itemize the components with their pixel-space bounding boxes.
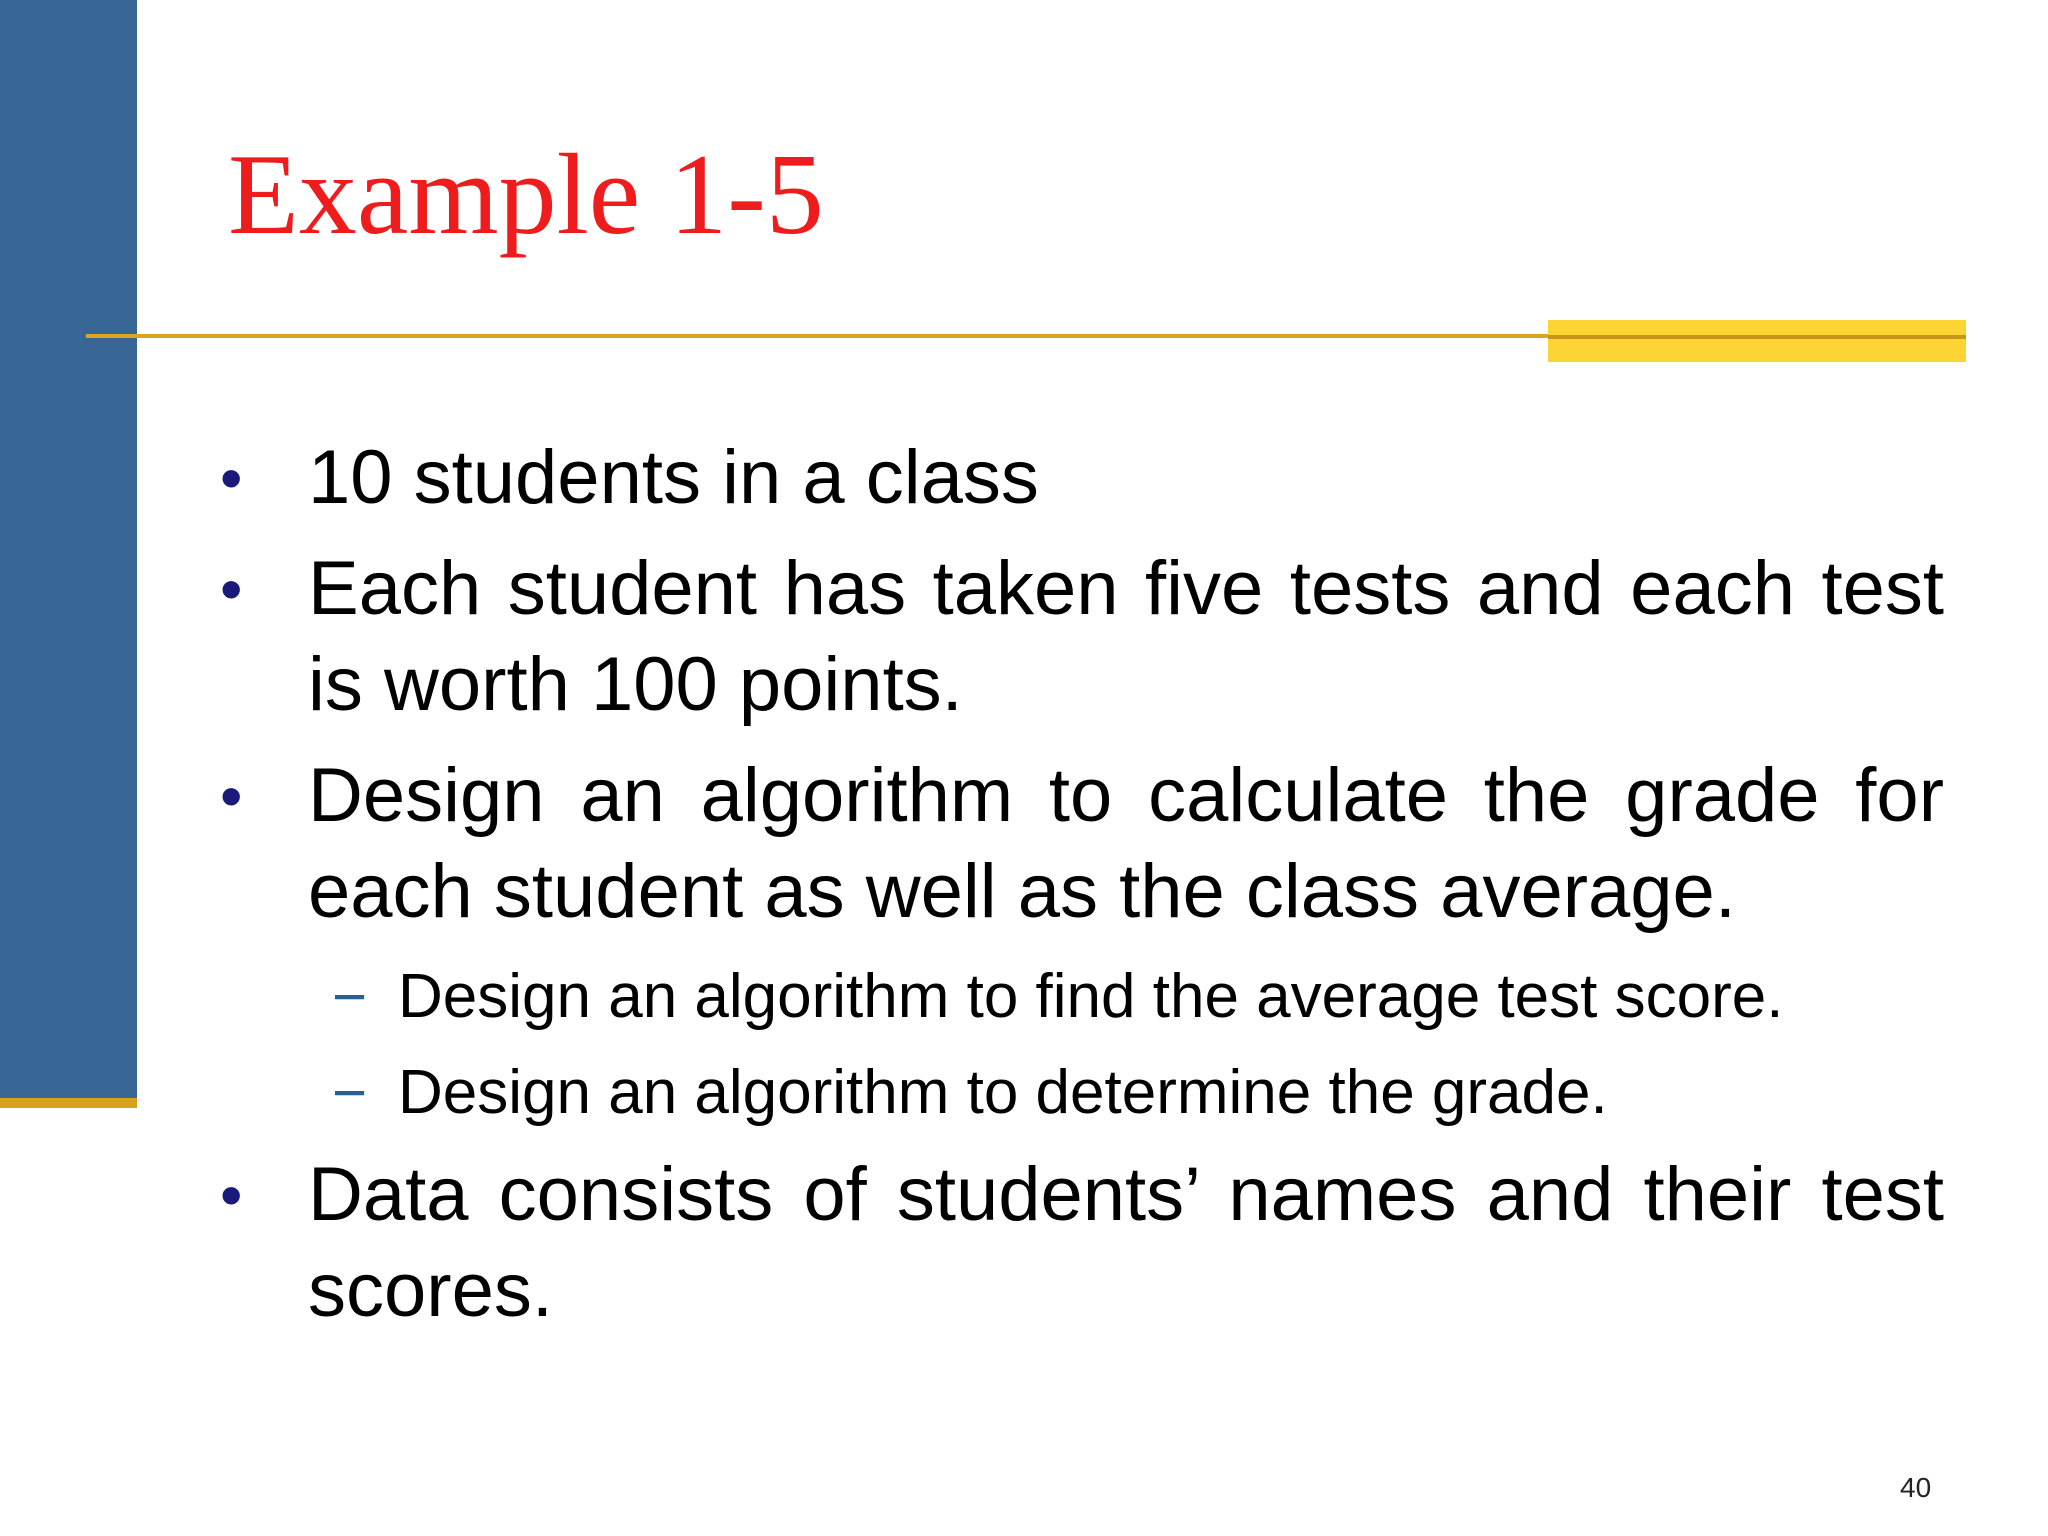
sub-bullet-marker: − (332, 963, 368, 1030)
bullet-text: Data consists of students’ names and their test scores. (308, 1152, 1944, 1333)
bullet-item (220, 430, 1944, 526)
bullet-marker: • (220, 760, 243, 832)
bullet-text: Each student has taken five tests and each test is worth 100 points. (308, 546, 1944, 727)
sub-bullet-text: Design an algorithm to determine the grade. (398, 1058, 1608, 1127)
sub-bullet-marker: − (332, 1059, 368, 1126)
slide-title: Example 1-5 (228, 131, 824, 259)
sub-bullet-item (220, 1051, 1944, 1135)
slide-body (220, 430, 1944, 1354)
left-accent-bar (0, 0, 137, 1098)
bullet-item (220, 1147, 1944, 1339)
bullet-item (220, 748, 1944, 940)
bullet-text: 10 students in a class (308, 435, 1039, 520)
bullet-text: Design an algorithm to calculate the grade for each student as well as the class average. (308, 753, 1944, 934)
page-number: 40 (1900, 1472, 1932, 1503)
bullet-marker: • (220, 1159, 243, 1231)
title-divider-accent (1548, 320, 1966, 362)
bullet-marker: • (220, 553, 243, 625)
bullet-item (220, 541, 1944, 733)
sub-bullet-item (220, 955, 1944, 1039)
bullet-marker: • (220, 442, 243, 514)
sub-bullet-text: Design an algorithm to find the average test score. (398, 962, 1784, 1031)
left-accent-bar-edge (0, 1098, 137, 1108)
title-divider-accent-line (1548, 335, 1966, 339)
